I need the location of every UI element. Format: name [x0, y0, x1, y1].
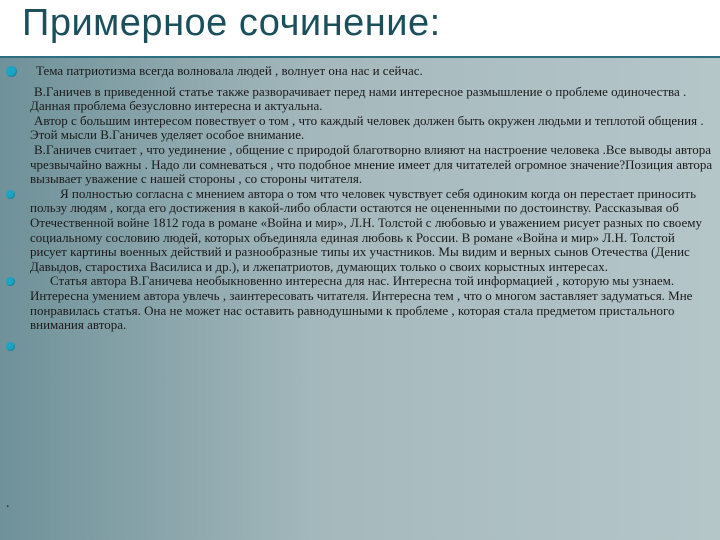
bullet-icon [6, 277, 15, 286]
bullet-icon [6, 190, 15, 199]
paragraph-5: Я полностью согласна с мнением автора о том что человек чувствует себя одиноким когда он перестает приносить пользу людям , когда его достижения в какой-либо области остаются не оцененными по достоинству. Рассказывая об Отечественной войне 1812 года в романе «Война и мир», Л.Н. Толстой с любовью и уважением рисует разных по своему социальному сословию людей, которых объединяла единая любовь к России. В романе «Война и мир» Л.Н. Толстой рисует картины военных действий и разнообразные типы их участников. Мы видим и верных сынов Отечества (Денис Давыдов, старостиха Василиса и др.), и лжепатриотов, думающих только о своих корыстных интересах. [30, 185, 702, 274]
bullet-icon [6, 66, 17, 77]
title-divider [0, 56, 720, 58]
paragraph-2: В.Ганичев в приведенной статье также разворачивает перед нами интересное размышление о проблеме одиночества . Данная проблема безусловно интересна и актуальна. [30, 83, 687, 114]
bullet-item-1 [6, 64, 714, 79]
bullet-item-2 [6, 187, 714, 275]
bullet-icon [6, 342, 15, 351]
paragraph-1: Тема патриотизма всегда волновала людей , волнует она нас и сейчас. [36, 63, 423, 78]
trailing-mark: . [6, 496, 10, 511]
paragraph-4: В.Ганичев считает , что уединение , общение с природой благотворно влияют на настроение человека .Все выводы автора чрезвычайно важны . Надо ли сомневаться , что подобное мнение имеет для читателей огромное значение?Позиция автора вызывает уважение с нашей стороны , со стороны читателя. [30, 141, 713, 187]
bullet-item-3 [6, 274, 714, 332]
essay-content [6, 64, 714, 409]
paragraph-6: Статья автора В.Ганичева необыкновенно интересна для нас. Интересна той информацией , которую мы узнаем. Интересна умением автора увлечь , заинтересовать читателя. Интересна тем , что о многом заставляет задуматься. Мне понравилась статья. Она не может нас оставить равнодушными к проблеме , которая стала предметом пристального внимания автора. [30, 273, 693, 333]
paragraph-3: Автор с большим интересом повествует о том , что каждый человек должен быть окружен людьми и теплотой общения . Этой мысли В.Ганичев уделяет особое внимание. [30, 112, 704, 143]
slide-title: Примерное сочинение: [22, 2, 441, 44]
bullet-item-4 [6, 339, 714, 409]
